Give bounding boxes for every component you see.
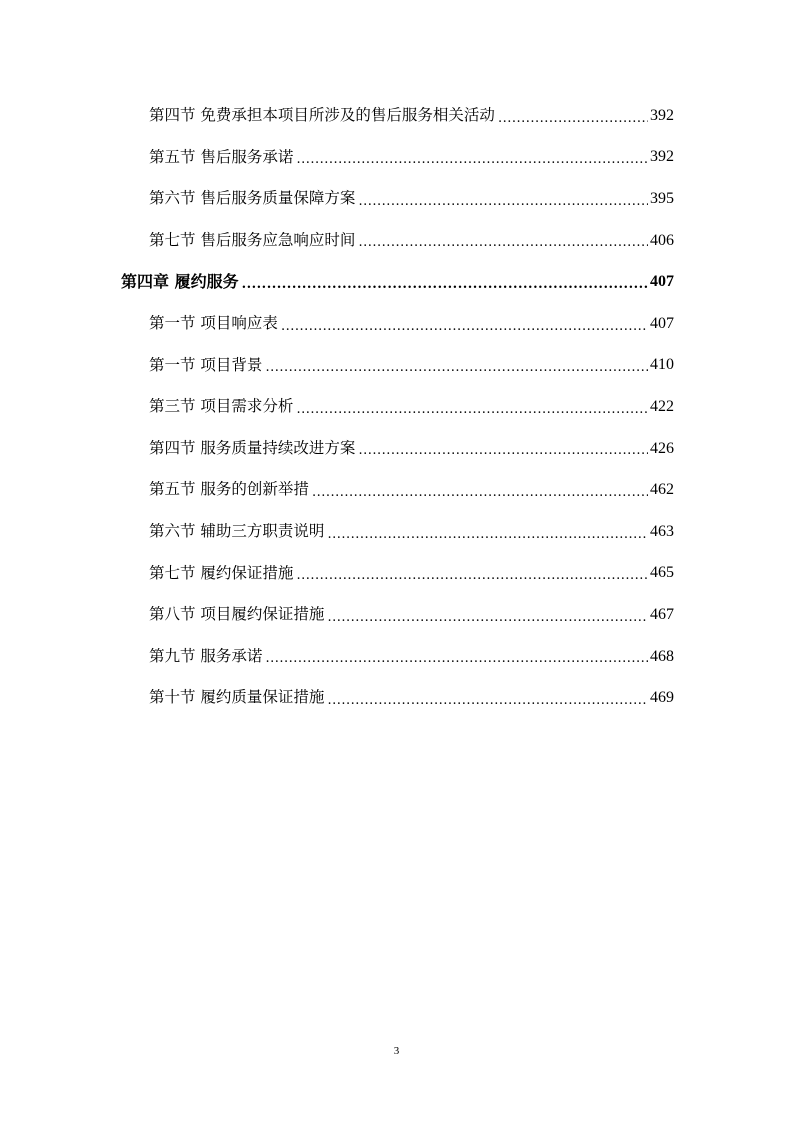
toc-entry-label: 第五节 售后服务承诺 [149, 147, 294, 166]
toc-section-entry[interactable] [121, 345, 674, 387]
toc-entry-label: 第三节 项目需求分析 [149, 397, 294, 416]
toc-dot-leader [327, 694, 648, 719]
toc-section-entry[interactable] [121, 511, 674, 553]
toc-entry-label: 第四章 履约服务 [121, 272, 239, 292]
toc-entry-label: 第五节 服务的创新举措 [149, 480, 309, 499]
toc-entry-page: 395 [650, 189, 674, 207]
toc-section-entry[interactable] [121, 553, 674, 595]
toc-section-entry[interactable] [121, 137, 674, 179]
toc-chapter-entry[interactable] [121, 261, 674, 303]
toc-section-entry[interactable] [121, 677, 674, 719]
toc-entry-page: 410 [650, 356, 674, 374]
toc-section-entry[interactable] [121, 303, 674, 345]
toc-entry-page: 406 [650, 231, 674, 249]
toc-section-entry[interactable] [121, 636, 674, 678]
toc-section-entry[interactable] [121, 469, 674, 511]
toc-entry-label: 第八节 项目履约保证措施 [149, 605, 325, 624]
toc-dot-leader [312, 486, 648, 511]
toc-section-entry[interactable] [121, 220, 674, 262]
toc-entry-page: 407 [650, 273, 674, 291]
toc-entry-label: 第四节 服务质量持续改进方案 [149, 438, 356, 457]
toc-dot-leader [296, 153, 648, 178]
toc-entry-page: 426 [650, 439, 674, 457]
toc-entry-label: 第十节 履约质量保证措施 [149, 688, 325, 707]
toc-entry-label: 第一节 项目背景 [149, 355, 263, 374]
toc-section-entry[interactable] [121, 95, 674, 137]
toc-entry-page: 467 [650, 605, 674, 623]
toc-entry-label: 第六节 售后服务质量保障方案 [149, 189, 356, 208]
toc-dot-leader [327, 528, 648, 553]
toc-entry-page: 468 [650, 647, 674, 665]
toc-dot-leader [242, 278, 648, 303]
toc-dot-leader [358, 236, 648, 261]
toc-entry-label: 第七节 履约保证措施 [149, 563, 294, 582]
page-number: 3 [393, 1045, 400, 1057]
toc-dot-leader [265, 361, 648, 386]
toc-dot-leader [358, 195, 648, 220]
toc-dot-leader [296, 403, 648, 428]
toc-dot-leader [358, 444, 648, 469]
toc-dot-leader [281, 320, 648, 345]
toc-section-entry[interactable] [121, 386, 674, 428]
toc-section-entry[interactable] [121, 428, 674, 470]
toc-section-entry[interactable] [121, 594, 674, 636]
toc-entry-page: 392 [650, 106, 674, 124]
toc-entry-label: 第七节 售后服务应急响应时间 [149, 230, 356, 249]
table-of-contents [121, 95, 674, 719]
toc-entry-label: 第一节 项目响应表 [149, 314, 278, 333]
toc-entry-label: 第九节 服务承诺 [149, 646, 263, 665]
toc-dot-leader [327, 611, 648, 636]
toc-entry-page: 392 [650, 148, 674, 166]
toc-entry-label: 第四节 免费承担本项目所涉及的售后服务相关活动 [149, 106, 495, 125]
toc-entry-page: 463 [650, 522, 674, 540]
toc-entry-label: 第六节 辅助三方职责说明 [149, 521, 325, 540]
toc-entry-page: 462 [650, 481, 674, 499]
toc-dot-leader [296, 569, 648, 594]
toc-dot-leader [498, 112, 648, 137]
toc-entry-page: 422 [650, 397, 674, 415]
toc-dot-leader [265, 652, 648, 677]
toc-entry-page: 407 [650, 314, 674, 332]
toc-section-entry[interactable] [121, 178, 674, 220]
toc-entry-page: 465 [650, 564, 674, 582]
toc-entry-page: 469 [650, 689, 674, 707]
